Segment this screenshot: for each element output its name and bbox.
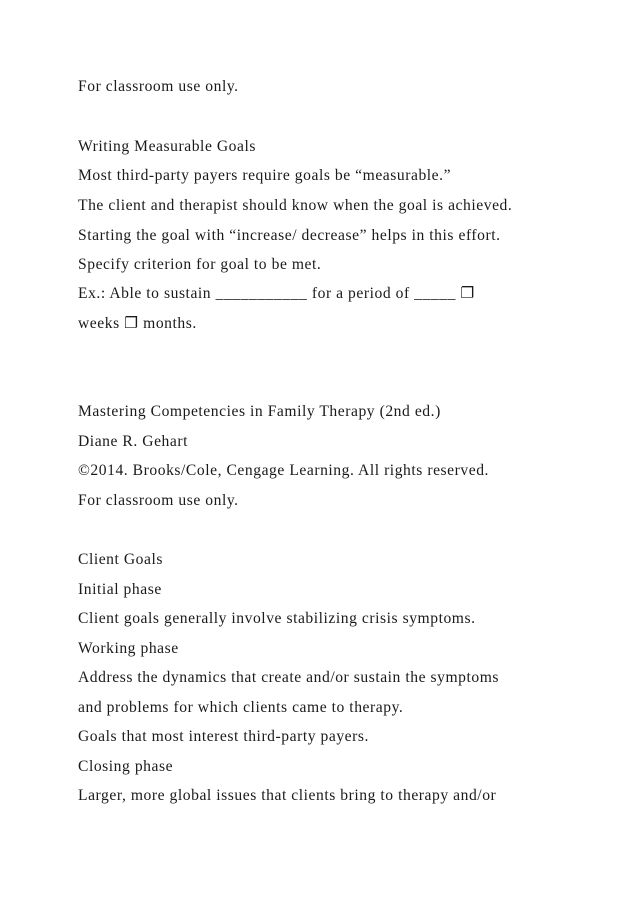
text-line: and problems for which clients came to therapy.: [78, 699, 404, 716]
text-line: Goals that most interest third-party payers.: [78, 728, 369, 745]
text-line: Client goals generally involve stabilizing crisis symptoms.: [78, 610, 476, 627]
text-line: Address the dynamics that create and/or sustain the symptoms: [78, 669, 500, 686]
example-line-continued: weeks ❐ months.: [78, 315, 197, 332]
phase-heading-closing: Closing phase: [78, 758, 174, 775]
book-author: Diane R. Gehart: [78, 433, 189, 450]
text-line: Starting the goal with “increase/ decrease” helps in this effort.: [78, 227, 501, 244]
text-line: Most third-party payers require goals be “measurable.”: [78, 167, 452, 184]
copyright-line: ©2014. Brooks/Cole, Cengage Learning. All rights reserved.: [78, 462, 489, 479]
section-title-measurable-goals: Writing Measurable Goals: [78, 138, 256, 155]
text-line: Specify criterion for goal to be met.: [78, 256, 322, 273]
section-title-client-goals: Client Goals: [78, 551, 163, 568]
header-note: For classroom use only.: [78, 78, 239, 95]
usage-note: For classroom use only.: [78, 492, 239, 509]
phase-heading-working: Working phase: [78, 640, 179, 657]
text-line: The client and therapist should know when the goal is achieved.: [78, 197, 513, 214]
example-line: Ex.: Able to sustain ___________ for a period of _____ ❐: [78, 285, 475, 302]
book-title: Mastering Competencies in Family Therapy (2nd ed.): [78, 403, 441, 420]
phase-heading-initial: Initial phase: [78, 581, 162, 598]
text-line: Larger, more global issues that clients bring to therapy and/or: [78, 787, 497, 804]
